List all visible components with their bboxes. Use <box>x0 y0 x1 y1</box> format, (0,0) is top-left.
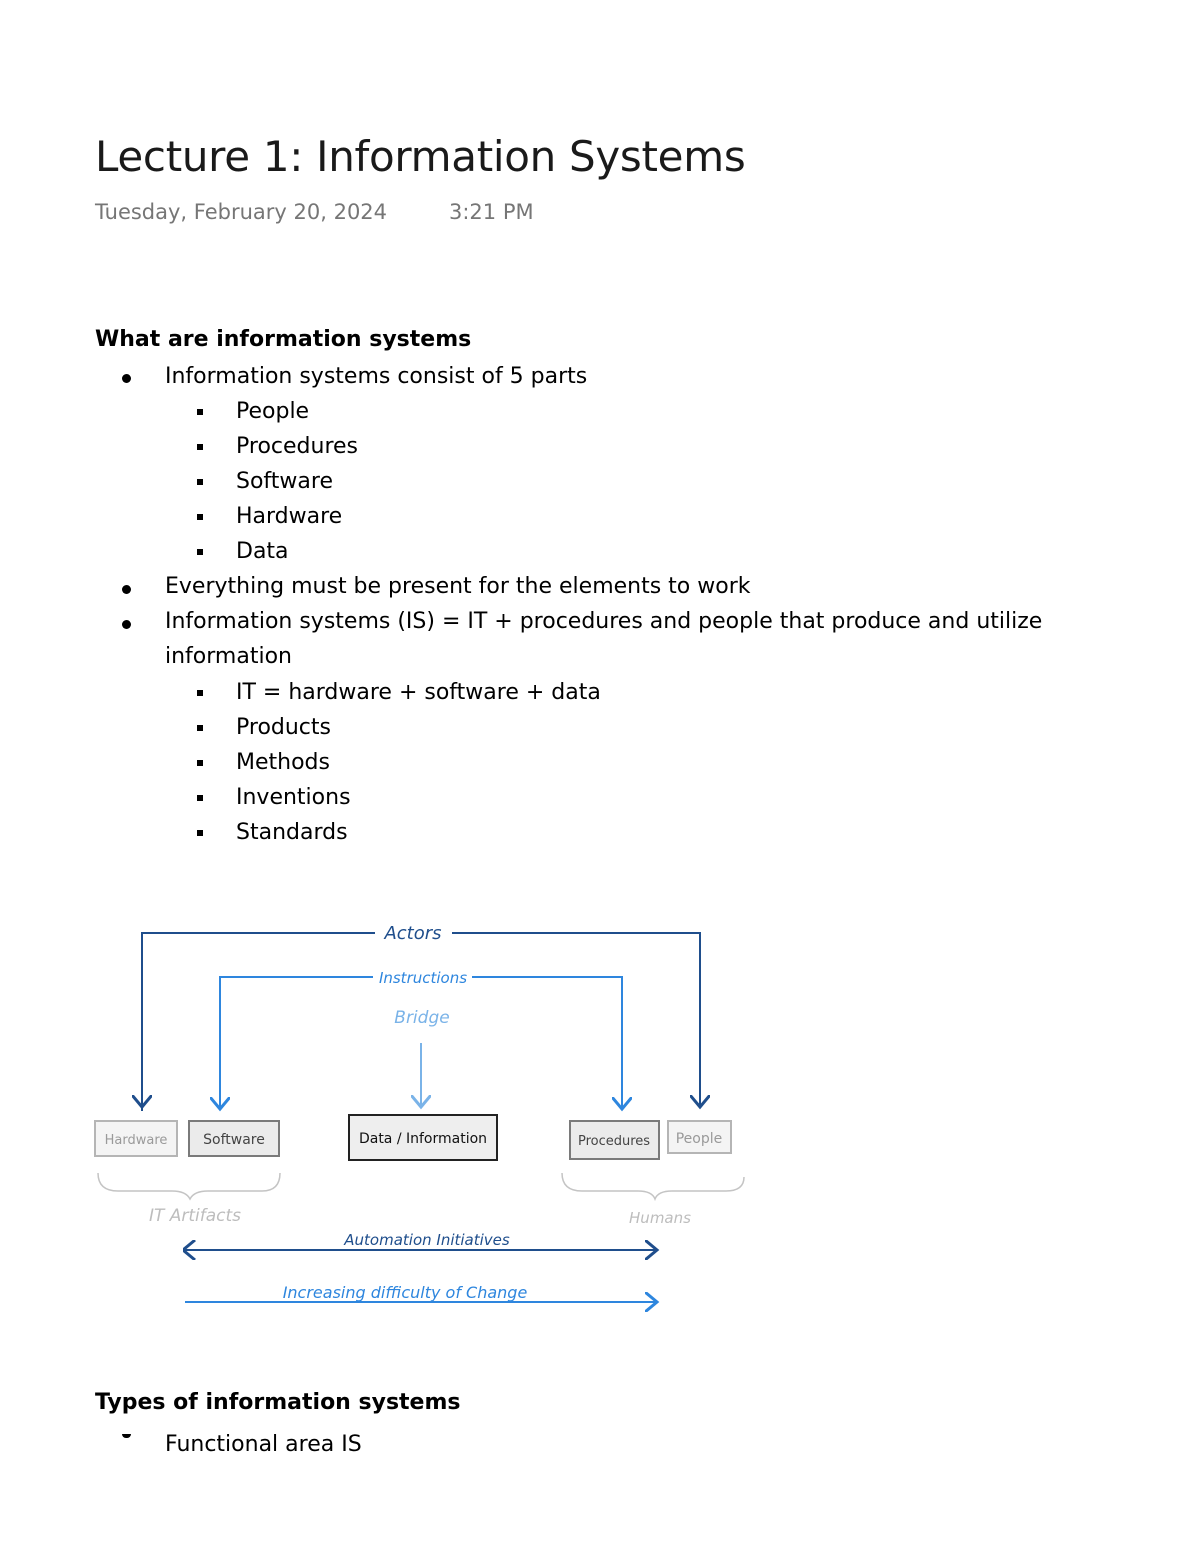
bullet-icon <box>197 409 203 415</box>
software-label: Software <box>203 1132 265 1148</box>
bullet-icon <box>197 725 203 731</box>
humans-label: Humans <box>629 1209 691 1227</box>
list-item: People <box>236 399 310 424</box>
bullet-icon <box>197 444 203 450</box>
page-title: Lecture 1: Information Systems <box>95 132 746 181</box>
list-item: IT = hardware + software + data <box>236 680 601 705</box>
list-item-clipped <box>165 1425 425 1457</box>
bullet-icon <box>122 1434 131 1438</box>
bullet-icon <box>197 514 203 520</box>
automation-label: Automation Initiatives <box>344 1231 510 1249</box>
instructions-connector-left <box>220 977 373 1107</box>
instructions-label: Instructions <box>378 969 468 987</box>
section-heading: What are information systems <box>95 327 472 352</box>
page-time: 3:21 PM <box>449 200 534 224</box>
hardware-label: Hardware <box>104 1133 168 1148</box>
list-item: Procedures <box>236 434 358 459</box>
bullet-icon <box>197 795 203 801</box>
humans-brace <box>562 1173 744 1199</box>
instructions-connector-right <box>472 977 622 1107</box>
list-item-continuation: information <box>165 644 292 669</box>
bullet-icon <box>197 830 203 836</box>
list-item: Data <box>236 539 289 564</box>
bullet-icon <box>122 374 131 383</box>
list-item: Products <box>236 715 331 740</box>
actors-connector-right <box>452 933 700 1105</box>
bullet-icon <box>197 690 203 696</box>
list-item: Information systems consist of 5 parts <box>165 364 588 389</box>
bullet-icon <box>197 760 203 766</box>
people-label: People <box>675 1131 723 1147</box>
list-item: Functional area IS <box>165 1432 362 1457</box>
data-information-label: Data / Information <box>358 1131 488 1147</box>
bridge-label: Bridge <box>394 1008 450 1028</box>
list-item: Software <box>236 469 333 494</box>
difficulty-label: Increasing difficulty of Change <box>282 1283 528 1302</box>
list-item: Methods <box>236 750 330 775</box>
bullet-icon <box>197 549 203 555</box>
actors-label: Actors <box>384 923 442 944</box>
bullet-icon <box>197 479 203 485</box>
list-item: Standards <box>236 820 348 845</box>
list-item: Inventions <box>236 785 351 810</box>
section-heading: Types of information systems <box>95 1390 461 1415</box>
actors-connector <box>142 933 375 1111</box>
procedures-label: Procedures <box>577 1134 651 1149</box>
page-date: Tuesday, February 20, 2024 <box>95 200 388 224</box>
list-item: Everything must be present for the elements to work <box>165 574 751 599</box>
it-artifacts-label: IT Artifacts <box>148 1206 242 1226</box>
list-item: Information systems (IS) = IT + procedures and people that produce and utilize <box>165 609 1043 634</box>
bullet-icon <box>122 620 131 629</box>
information-systems-diagram <box>90 915 760 1335</box>
it-artifacts-brace <box>98 1173 280 1199</box>
bullet-icon <box>122 585 131 594</box>
list-item: Hardware <box>236 504 343 529</box>
